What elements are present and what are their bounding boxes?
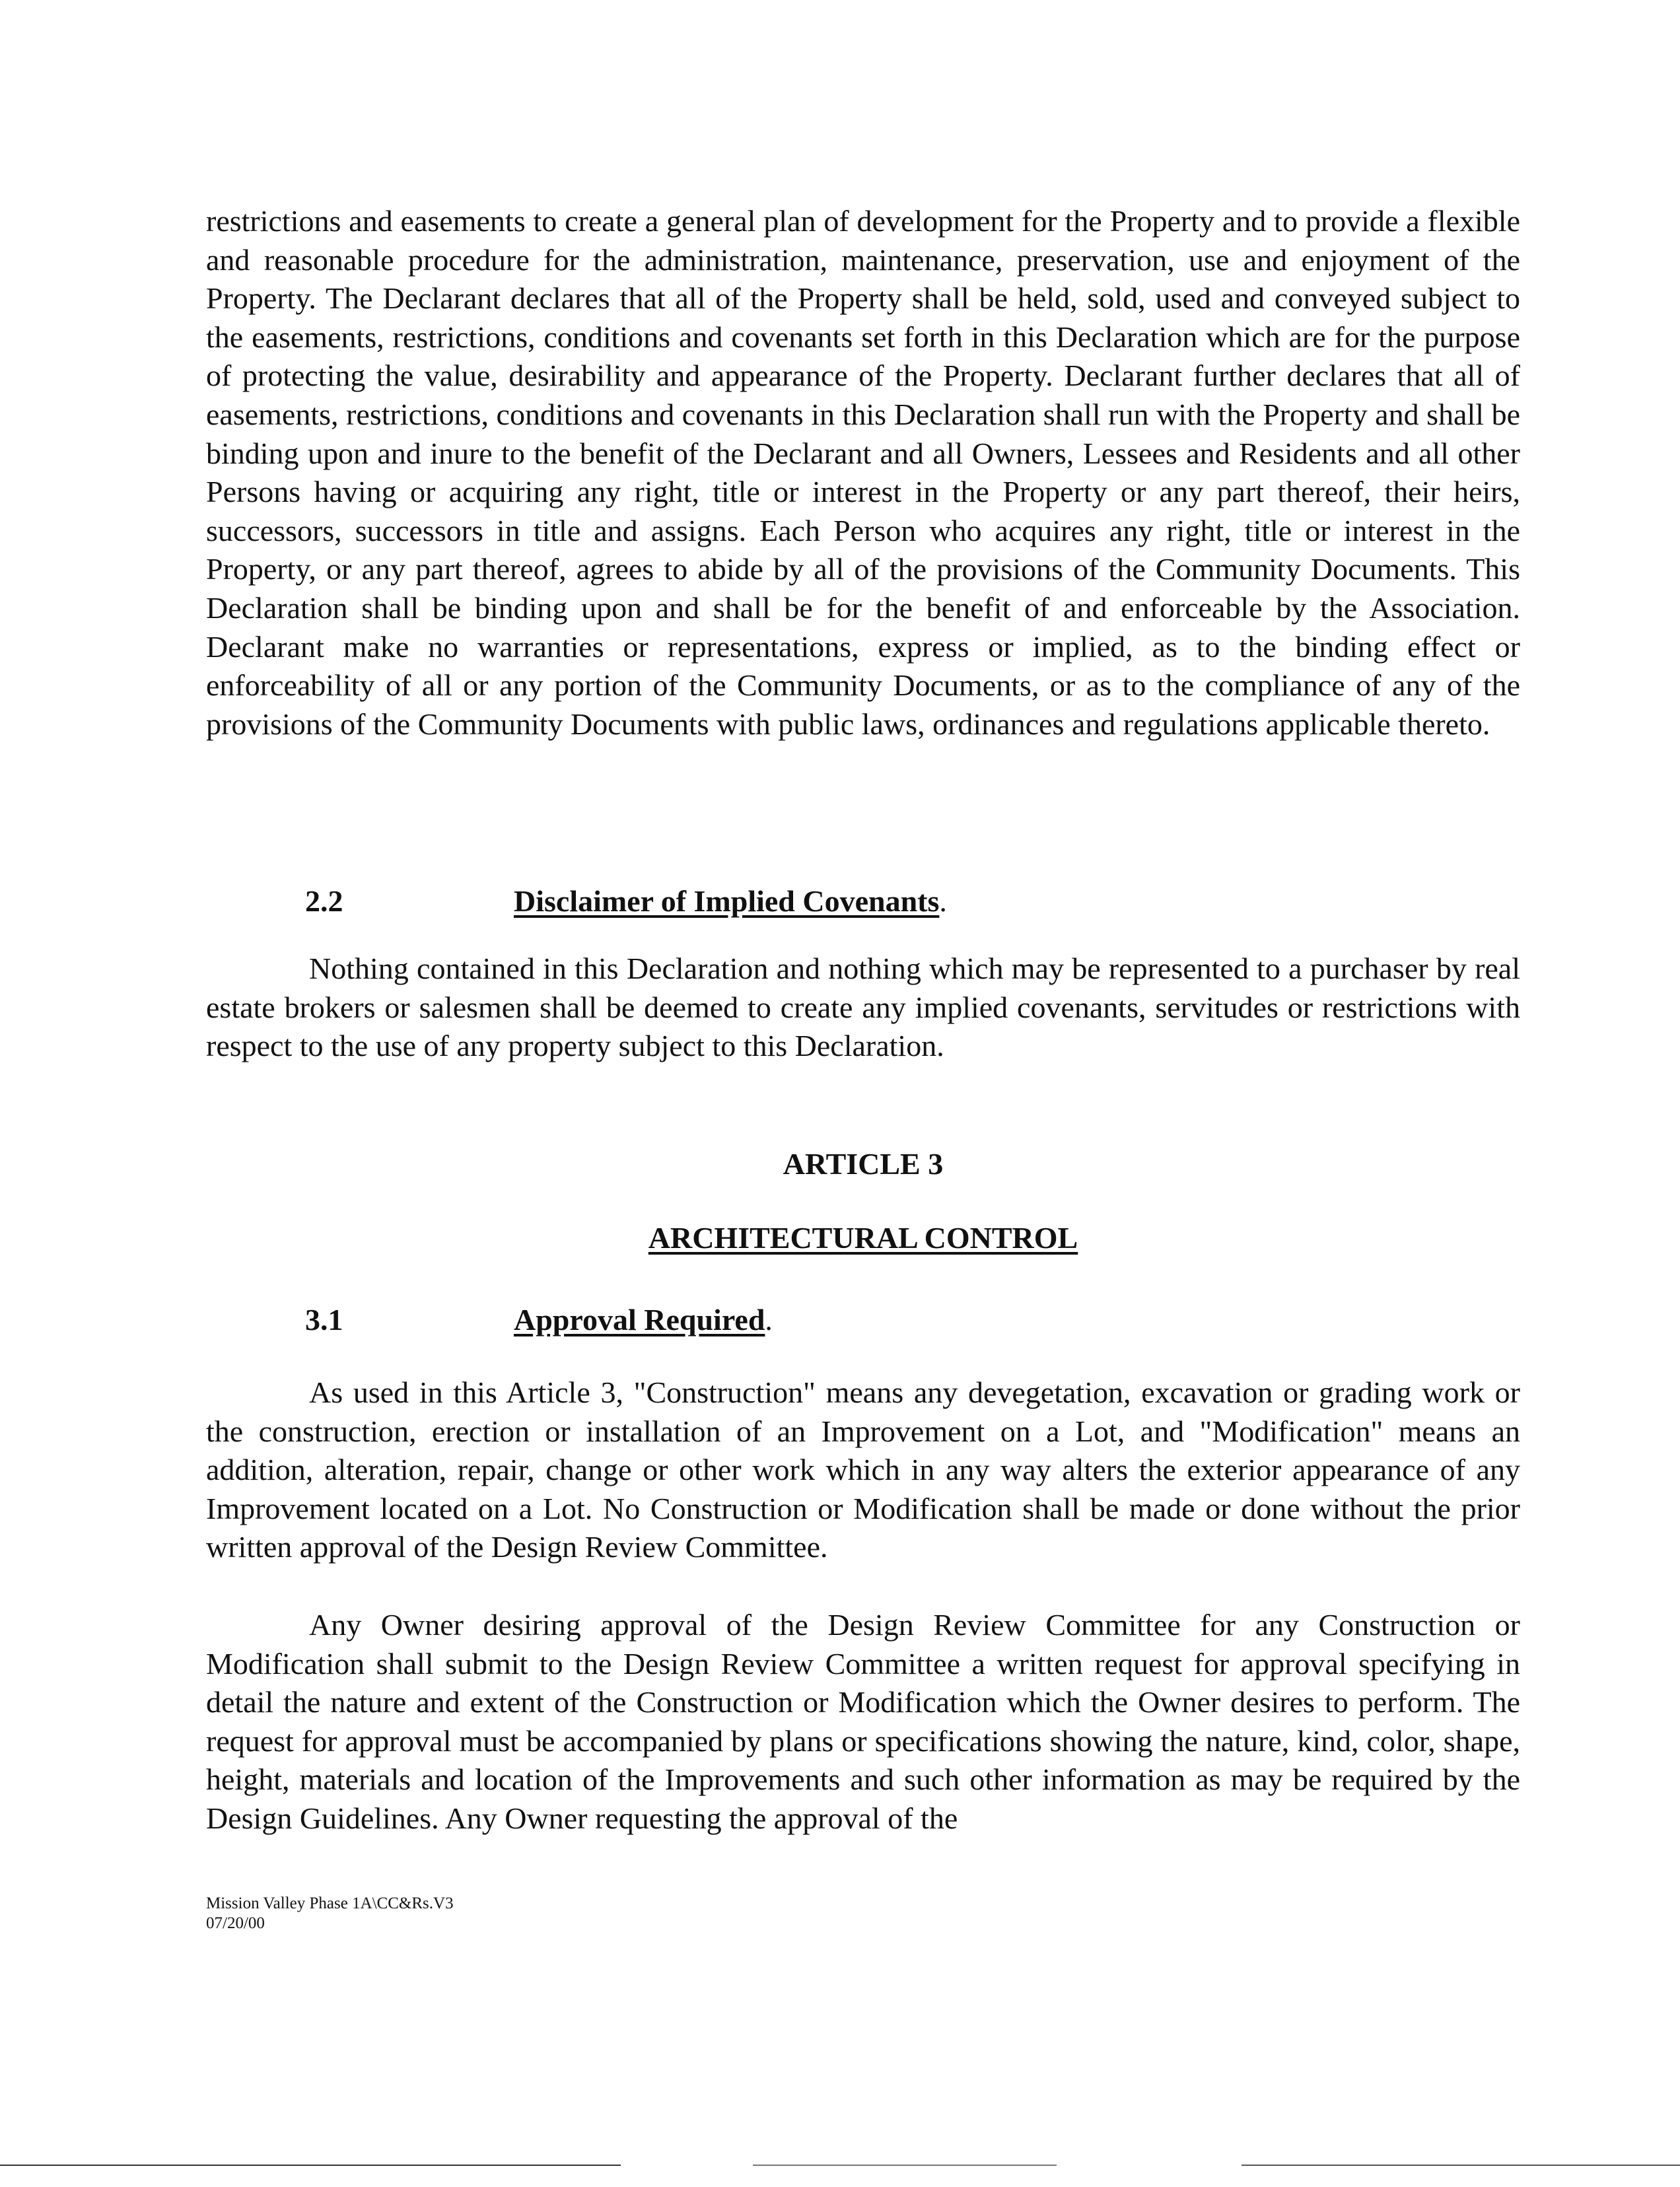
paragraph-disclaimer: Nothing contained in this Declaration and nothing which may be represented to a purchaser by real estate brokers or salesmen shall be deemed to create any implied covenants, servitudes or restrictions with respect to the use of any property subject to this Declaration.: [206, 952, 1520, 1063]
section-number: 2.2: [305, 884, 343, 918]
paragraph-approval-request: Any Owner desiring approval of the Design Review Committee for any Construction or Modification shall submit to the Design Review Committee a written request for approval specifying in detail the nature and extent of the Construction or Modification which the Owner desires to perform. The request for approval must be accompanied by plans or specifications showing the nature, kind, color, shape, height, materials and location of the Improvements and such other information as may be required by the Design Guidelines. Any Owner requesting the approval of the: [206, 1608, 1520, 1835]
section-heading-2-2: [305, 882, 947, 920]
paragraph-approval-required: As used in this Article 3, "Construction" means any devegetation, excavation or grading work or the construction, erection or installation of an Improvement on a Lot, and "Modification" means an addition, alteration, repair, change or other work which in any way alters the exterior appearance of any Improvement located on a Lot. No Construction or Modification shall be made or done without the prior written approval of the Design Review Committee.: [206, 1375, 1520, 1564]
section-period: .: [765, 1303, 773, 1336]
section-number: 3.1: [305, 1303, 343, 1336]
section-title: Approval Required: [514, 1303, 765, 1336]
article-title-text: ARCHITECTURAL CONTROL: [648, 1221, 1078, 1255]
scan-edge-line: [0, 2165, 1680, 2166]
footer-date: 07/20/00: [206, 1914, 265, 1932]
footer-document-id: Mission Valley Phase 1A\CC&Rs.V3: [206, 1894, 454, 1912]
article-label: ARTICLE 3: [783, 1147, 944, 1181]
section-period: .: [939, 884, 947, 918]
section-title: Disclaimer of Implied Covenants: [514, 884, 940, 918]
section-heading-3-1: [305, 1301, 773, 1339]
page-footer: [206, 1894, 454, 1933]
article-title: [206, 1219, 1520, 1257]
paragraph-declaration-purpose: restrictions and easements to create a general plan of development for the Property and to provide a flexible and reasonable procedure for the administration, maintenance, preservation, use and enjoyment of the Property. The Declarant declares that all of the Property shall be held, sold, used and conveyed subject to the easements, restrictions, conditions and covenants set forth in this Declaration which are for the purpose of protecting the value, desirability and appearance of the Property. Declarant further declares that all of easements, restrictions, conditions and covenants in this Declaration shall run with the Property and shall be binding upon and inure to the benefit of the Declarant and all Owners, Lessees and Residents and all other Persons having or acquiring any right, title or interest in the Property or any part thereof, their heirs, successors, successors in title and assigns. Each Person who acquires any right, title or interest in the Property, or any part thereof, agrees to abide by all of the provisions of the Community Documents. This Declaration shall be binding upon and shall be for the benefit of and enforceable by the Association. Declarant make no warranties or representations, express or implied, as to the binding effect or enforceability of all or any portion of the Community Documents, or as to the compliance of any of the provisions of the Community Documents with public laws, ordinances and regulations applicable thereto.: [206, 204, 1520, 741]
